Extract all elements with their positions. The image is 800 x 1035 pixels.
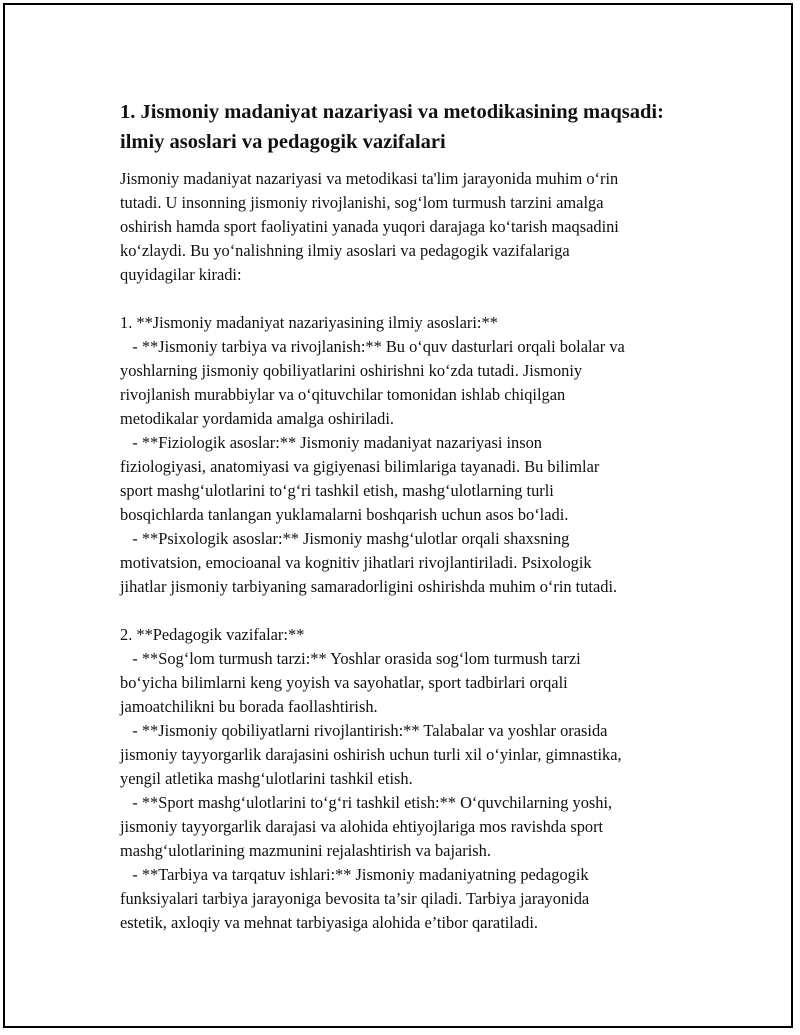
text-line: motivatsion, emocioanal va kognitiv jihatlari rivojlantiriladi. Psixologik <box>120 553 592 572</box>
text-line: - **Jismoniy tarbiya va rivojlanish:** Bu o‘quv dasturlari orqali bolalar va <box>120 337 625 356</box>
text-line: jihatlar jismoniy tarbiyaning samaradorligini oshirishda muhim o‘rin tutadi. <box>120 577 618 596</box>
text-line: yoshlarning jismoniy qobiliyatlarini oshirishni ko‘zda tutadi. Jismoniy <box>120 361 583 380</box>
text-line: jismoniy tayyorgarlik darajasini oshirish uchun turli xil o‘yinlar, gimnastika, <box>120 745 622 764</box>
text-line: jamoatchilikni bu borada faollashtirish. <box>120 697 378 716</box>
text-line: quyidagilar kiradi: <box>120 265 242 284</box>
paragraph-gap <box>120 287 705 311</box>
text-line: - **Tarbiya va tarqatuv ishlari:** Jismoniy madaniyatning pedagogik <box>120 865 589 884</box>
paragraph-gap <box>120 599 705 623</box>
text-line: oshirish hamda sport faoliyatini yanada yuqori darajaga ko‘tarish maqsadini <box>120 217 619 236</box>
section-scientific-foundations <box>120 311 705 599</box>
text-line: metodikalar yordamida amalga oshiriladi. <box>120 409 394 428</box>
text-line: bo‘yicha bilimlarni keng yoyish va sayohatlar, sport tadbirlari orqali <box>120 673 568 692</box>
text-line: funksiyalari tarbiya jarayoniga bevosita ta’sir qiladi. Tarbiya jarayonida <box>120 889 590 908</box>
text-line: - **Jismoniy qobiliyatlarni rivojlantirish:** Talabalar va yoshlar orasida <box>120 721 608 740</box>
document-page <box>3 3 793 1028</box>
text-line: tutadi. U insonning jismoniy rivojlanishi, sog‘lom turmush tarzini amalga <box>120 193 604 212</box>
title-line: ilmiy asoslari va pedagogik vazifalari <box>120 131 446 153</box>
text-line: mashg‘ulotlarining mazmunini rejalashtirish va bajarish. <box>120 841 491 860</box>
text-line: Jismoniy madaniyat nazariyasi va metodikasi ta'lim jarayonida muhim o‘rin <box>120 169 619 188</box>
text-line: estetik, axloqiy va mehnat tarbiyasiga alohida e’tibor qaratiladi. <box>120 913 538 932</box>
title-line: 1. Jismoniy madaniyat nazariyasi va metodikasining maqsadi: <box>120 101 664 123</box>
text-line: - **Sport mashg‘ulotlarini to‘g‘ri tashkil etish:** O‘quvchilarning yoshi, <box>120 793 613 812</box>
document-content <box>120 97 705 935</box>
section-pedagogical-tasks <box>120 623 705 935</box>
text-line: rivojlanish murabbiylar va o‘qituvchilar tomonidan ishlab chiqilgan <box>120 385 566 404</box>
intro-paragraph <box>120 167 705 287</box>
text-line: ko‘zlaydi. Bu yo‘nalishning ilmiy asoslari va pedagogik vazifalariga <box>120 241 570 260</box>
text-line: bosqichlarda tanlangan yuklamalarni boshqarish uchun asos bo‘ladi. <box>120 505 569 524</box>
text-line: yengil atletika mashg‘ulotlarini tashkil etish. <box>120 769 413 788</box>
text-line: - **Psixologik asoslar:** Jismoniy mashg‘ulotlar orqali shaxsning <box>120 529 570 548</box>
text-line: sport mashg‘ulotlarini to‘g‘ri tashkil etish, mashg‘ulotlarning turli <box>120 481 554 500</box>
document-title <box>120 97 705 157</box>
text-line: fiziologiyasi, anatomiyasi va gigiyenasi bilimlariga tayanadi. Bu bilimlar <box>120 457 600 476</box>
text-line: - **Fiziologik asoslar:** Jismoniy madaniyat nazariyasi inson <box>120 433 542 452</box>
section-heading: 1. **Jismoniy madaniyat nazariyasining ilmiy asoslari:** <box>120 313 498 332</box>
text-line: - **Sog‘lom turmush tarzi:** Yoshlar orasida sog‘lom turmush tarzi <box>120 649 581 668</box>
text-line: jismoniy tayyorgarlik darajasi va alohida ehtiyojlariga mos ravishda sport <box>120 817 604 836</box>
section-heading: 2. **Pedagogik vazifalar:** <box>120 625 305 644</box>
